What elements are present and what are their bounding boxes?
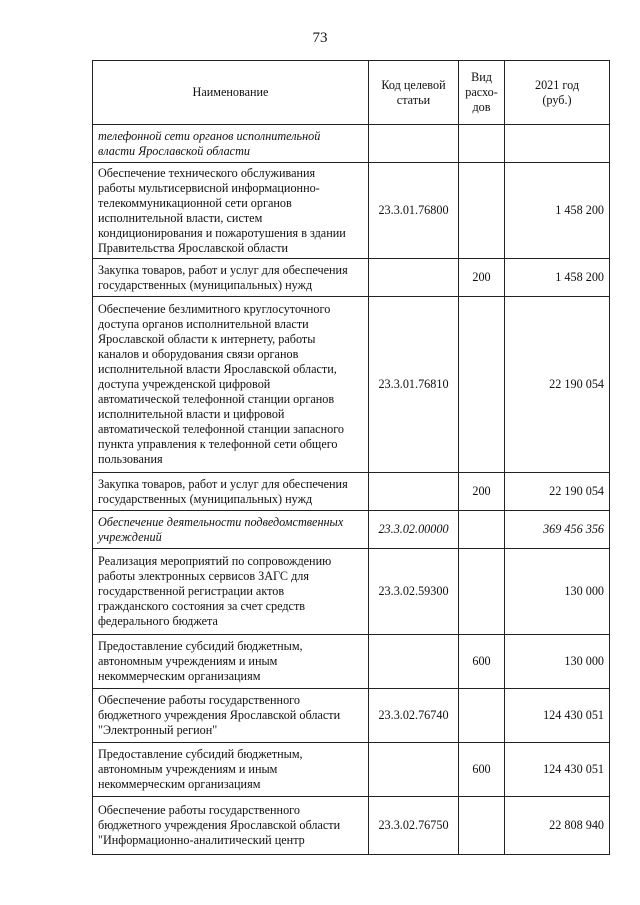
cell-type: 200 — [459, 473, 505, 511]
header-type-line: Вид — [471, 70, 492, 84]
cell-name-line: гражданского состояния за счет средств — [98, 599, 306, 613]
cell-type — [459, 511, 505, 549]
cell-amount: 1 458 200 — [505, 163, 610, 259]
cell-name-line: автономным учреждениям и иным — [98, 654, 278, 668]
cell-code: 23.3.02.76740 — [369, 689, 459, 743]
cell-name-line: работы электронных сервисов ЗАГС для — [98, 569, 309, 583]
cell-name-line: автономным учреждениям и иным — [98, 762, 278, 776]
page-number: 73 — [312, 30, 328, 46]
header-amount-line: 2021 год — [534, 77, 580, 92]
header-type-line: расхо- — [465, 85, 498, 99]
cell-amount: 130 000 — [505, 635, 610, 689]
cell-name — [93, 125, 369, 163]
cell-name-line: Правительства Ярославской области — [98, 240, 289, 255]
cell-name-line: телекоммуникационной сети органов — [98, 195, 292, 210]
cell-name-line: исполнительной власти Ярославской области, — [98, 362, 337, 376]
cell-amount — [505, 125, 610, 163]
cell-name-line: пользования — [98, 452, 163, 466]
cell-name-line: доступа учрежденской цифровой — [98, 377, 271, 391]
cell-code: 23.3.02.59300 — [369, 549, 459, 635]
header-amount-line: (руб.) — [542, 92, 572, 107]
cell-type — [459, 689, 505, 743]
cell-type — [459, 797, 505, 855]
cell-name-line: кондиционирования и пожаротушения в здании — [98, 225, 346, 240]
table-row — [93, 163, 610, 259]
table-row — [93, 797, 610, 855]
cell-name — [93, 511, 369, 549]
cell-name-line: каналов и оборудования связи органов — [98, 347, 299, 361]
cell-name-line: государственной регистрации актов — [98, 584, 285, 598]
cell-type — [459, 125, 505, 163]
cell-name-line: Обеспечение деятельности подведомственных — [98, 514, 344, 529]
cell-name — [93, 635, 369, 689]
header-code-label: Код целевой статьи — [381, 77, 446, 107]
table-row — [93, 689, 610, 743]
cell-amount: 124 430 051 — [505, 743, 610, 797]
table-row — [93, 297, 610, 473]
cell-name-line: государственных (муниципальных) нужд — [98, 491, 313, 506]
cell-name-line: Обеспечение работы государственного — [98, 693, 300, 707]
cell-name-line: пункта управления к телефонной сети общего — [98, 437, 338, 451]
header-type — [459, 61, 505, 125]
cell-name-line: власти Ярославской области — [98, 143, 250, 158]
table-row — [93, 473, 610, 511]
cell-amount: 130 000 — [505, 549, 610, 635]
header-name-label: Наименование — [192, 85, 269, 99]
cell-amount: 22 190 054 — [505, 473, 610, 511]
cell-name-line: Обеспечение безлимитного круглосуточного — [98, 302, 331, 316]
cell-name-line: некоммерческим организациям — [98, 669, 261, 683]
cell-name — [93, 473, 369, 511]
cell-name — [93, 743, 369, 797]
table-row — [93, 259, 610, 297]
cell-code — [369, 259, 459, 297]
cell-code — [369, 125, 459, 163]
budget-table — [92, 60, 610, 855]
cell-code — [369, 635, 459, 689]
table-row — [93, 511, 610, 549]
cell-name-line: доступа органов исполнительной власти — [98, 317, 309, 331]
cell-name — [93, 549, 369, 635]
cell-type: 200 — [459, 259, 505, 297]
cell-name-line: исполнительной власти и цифровой — [98, 407, 285, 421]
header-code — [369, 61, 459, 125]
cell-amount: 22 808 940 — [505, 797, 610, 855]
cell-amount: 1 458 200 — [505, 259, 610, 297]
cell-type — [459, 163, 505, 259]
cell-name-line: Закупка товаров, работ и услуг для обеспечения — [98, 476, 348, 491]
cell-name-line: телефонной сети органов исполнительной — [98, 128, 321, 143]
cell-name-line: бюджетного учреждения Ярославской области — [98, 818, 341, 832]
cell-name-line: Реализация мероприятий по сопровождению — [98, 554, 332, 568]
cell-name-line: некоммерческим организациям — [98, 777, 261, 791]
cell-name-line: "Электронный регион" — [98, 723, 218, 737]
cell-amount: 369 456 356 — [505, 511, 610, 549]
cell-code — [369, 473, 459, 511]
header-name — [93, 61, 369, 125]
cell-type — [459, 549, 505, 635]
cell-name-line: Закупка товаров, работ и услуг для обеспечения — [98, 262, 348, 277]
table-row — [93, 125, 610, 163]
cell-name-line: автоматической телефонной станции запасного — [98, 422, 344, 436]
cell-code: 23.3.02.00000 — [369, 511, 459, 549]
cell-name — [93, 259, 369, 297]
table-row — [93, 743, 610, 797]
cell-name-line: Обеспечение работы государственного — [98, 803, 300, 817]
cell-name — [93, 163, 369, 259]
cell-code: 23.3.01.76800 — [369, 163, 459, 259]
cell-name — [93, 797, 369, 855]
cell-name-line: Обеспечение технического обслуживания — [98, 165, 316, 180]
cell-code — [369, 743, 459, 797]
cell-name-line: федерального бюджета — [98, 614, 218, 628]
cell-name-line: Ярославской области к интернету, работы — [98, 332, 316, 346]
cell-name-line: исполнительной власти, систем — [98, 210, 263, 225]
cell-code: 23.3.01.76810 — [369, 297, 459, 473]
cell-name-line: работы мультисервисной информационно- — [98, 180, 320, 195]
cell-type — [459, 297, 505, 473]
cell-name — [93, 297, 369, 473]
cell-name-line: автоматической телефонной станции органов — [98, 392, 335, 406]
header-amount — [505, 61, 610, 125]
cell-amount: 124 430 051 — [505, 689, 610, 743]
table-header-row — [93, 61, 610, 125]
table-row — [93, 549, 610, 635]
cell-name-line: бюджетного учреждения Ярославской области — [98, 708, 341, 722]
cell-name-line: Предоставление субсидий бюджетным, — [98, 639, 303, 653]
cell-amount: 22 190 054 — [505, 297, 610, 473]
cell-name-line: государственных (муниципальных) нужд — [98, 277, 313, 292]
cell-name-line: учреждений — [98, 529, 162, 544]
cell-code: 23.3.02.76750 — [369, 797, 459, 855]
cell-name-line: "Информационно-аналитический центр — [98, 833, 305, 847]
header-type-line: дов — [472, 100, 491, 114]
table-body — [93, 125, 610, 855]
cell-name — [93, 689, 369, 743]
table-row — [93, 635, 610, 689]
cell-type: 600 — [459, 635, 505, 689]
cell-type: 600 — [459, 743, 505, 797]
cell-name-line: Предоставление субсидий бюджетным, — [98, 747, 303, 761]
